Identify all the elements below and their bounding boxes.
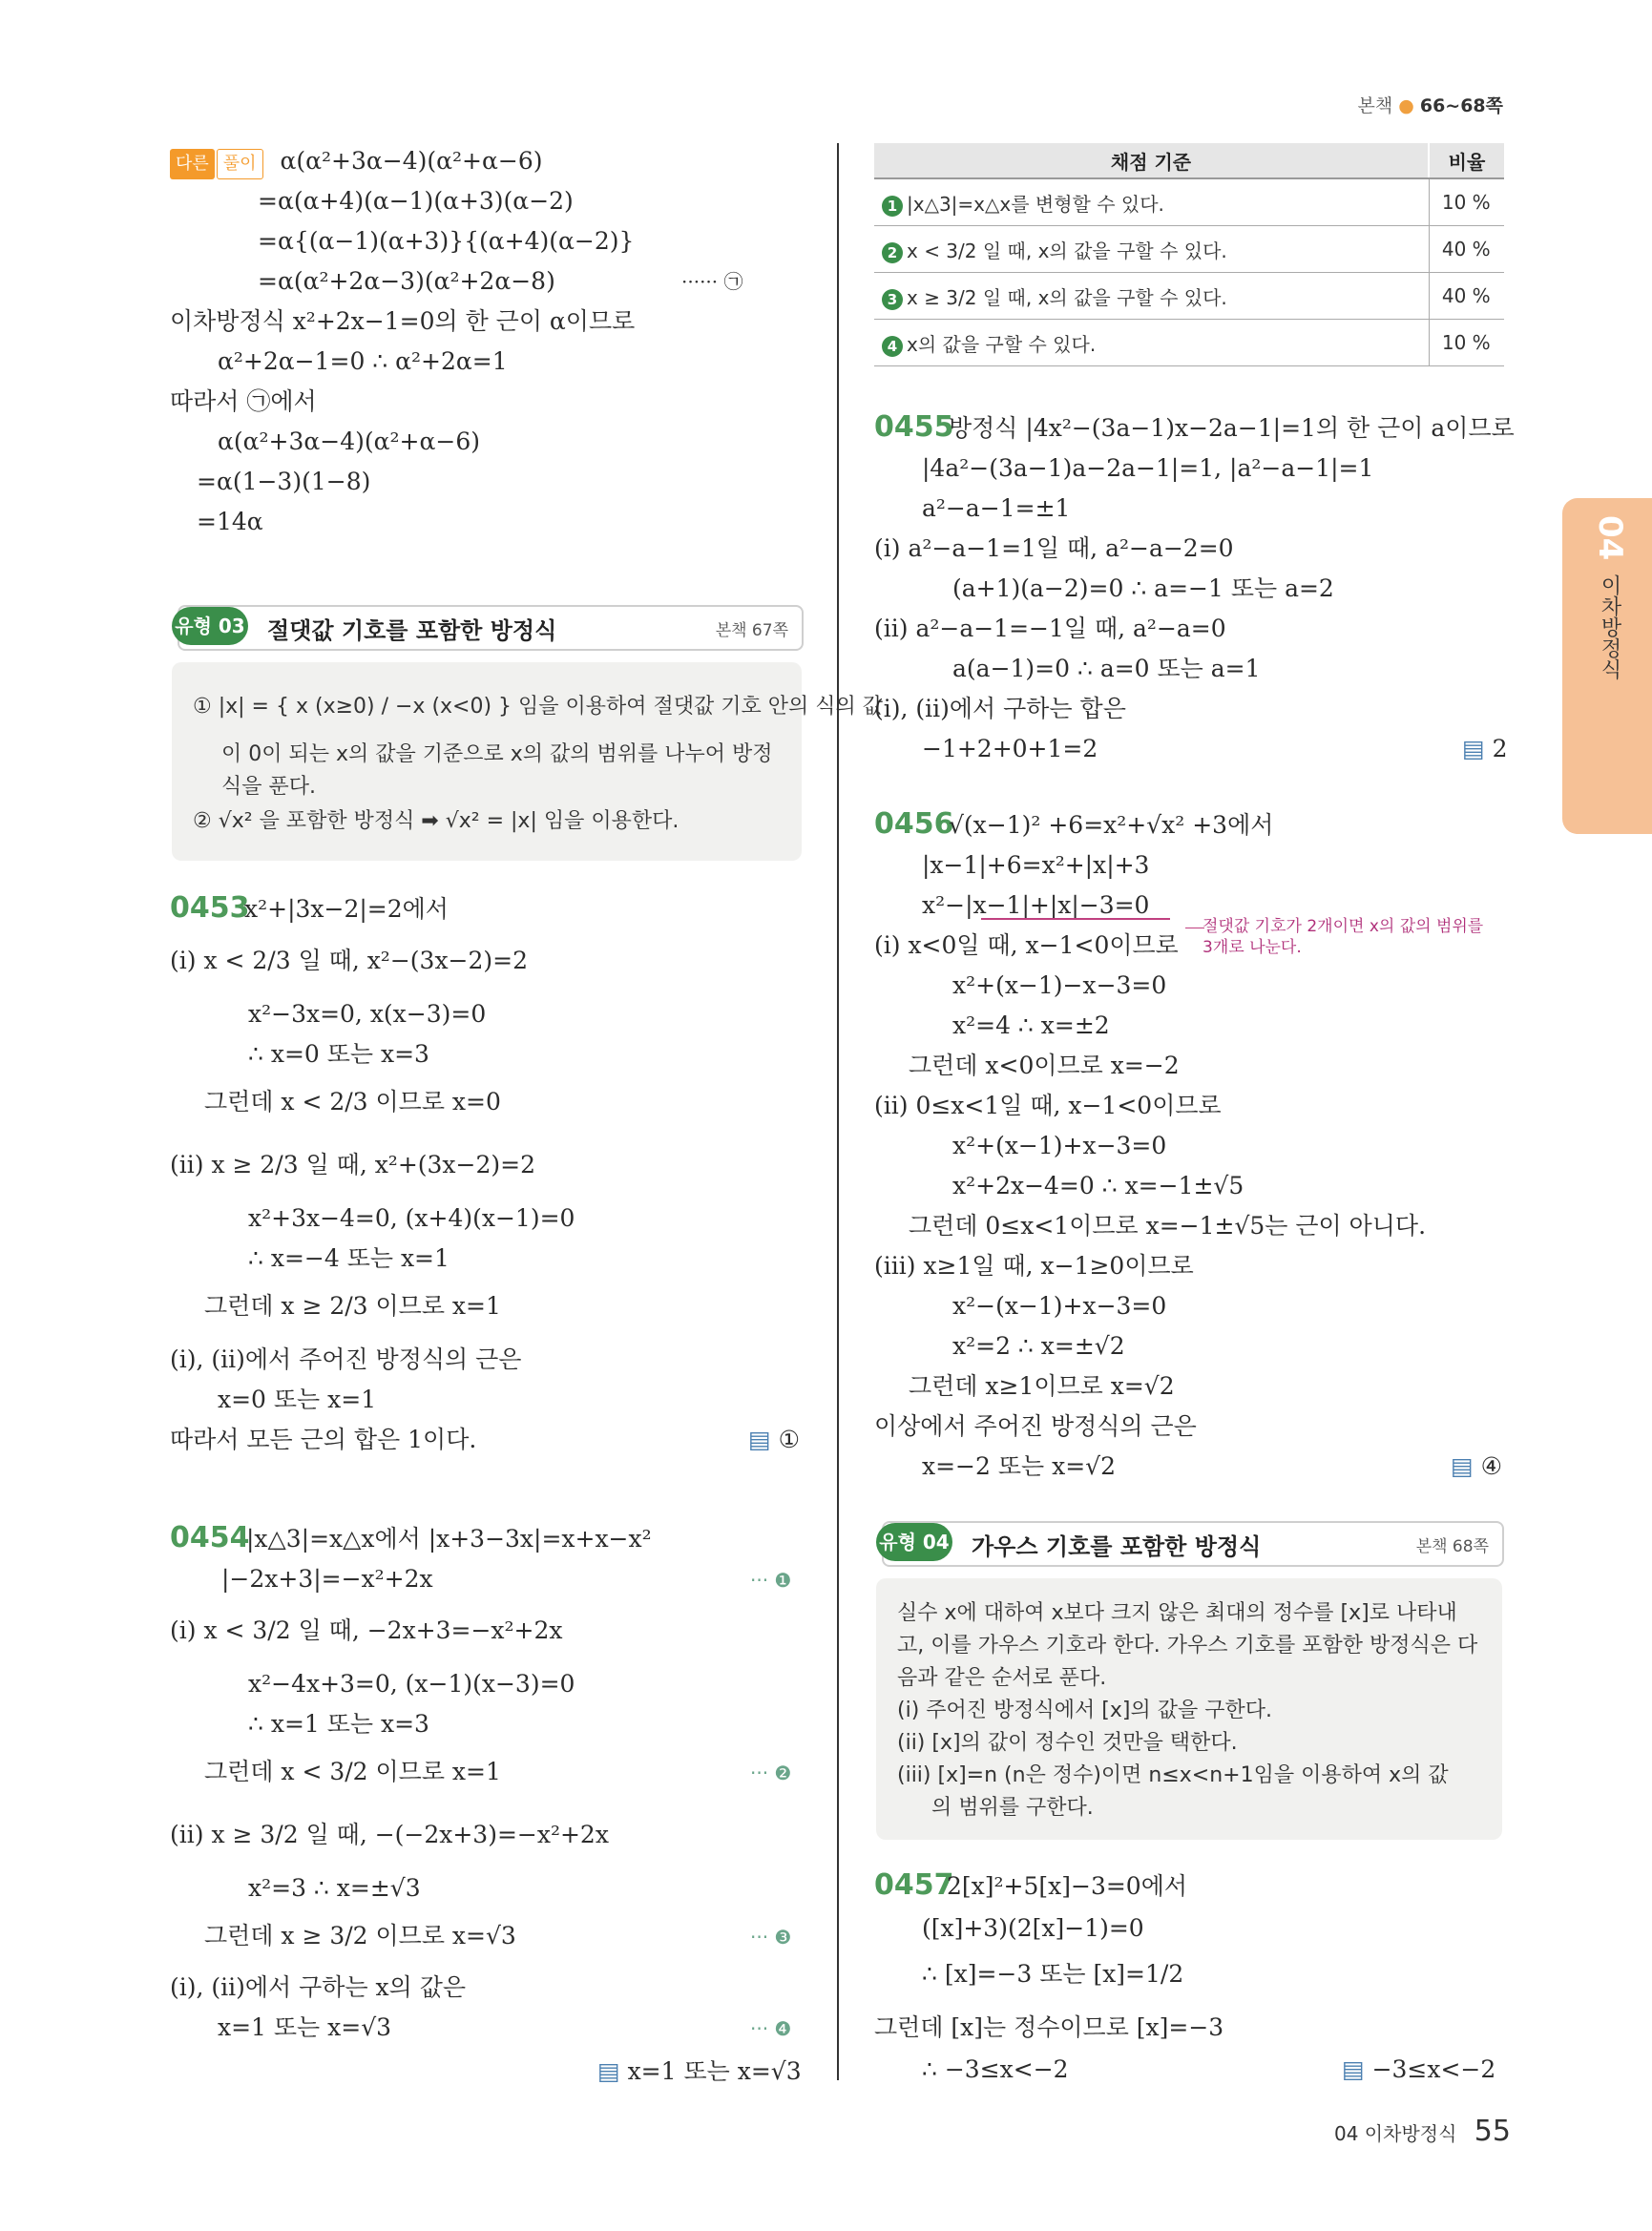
solution-line: (ii) 0≤x<1일 때, x−1<0이므로 xyxy=(874,1092,1222,1119)
solution-line: 2[x]²+5[x]−3=0에서 xyxy=(947,1872,1187,1900)
box04-line: (i) 주어진 방정식에서 [x]의 값을 구한다. xyxy=(897,1699,1272,1722)
solution-line: ∴ x=−4 또는 x=1 xyxy=(248,1244,450,1272)
chapter-title: 이차방정식 xyxy=(1598,574,1621,679)
solution-line: ∴ −3≤x<−2 xyxy=(922,2055,1069,2083)
type03-ref: 본책 67쪽 xyxy=(715,621,788,640)
step-mark-3: ··· ❸ xyxy=(750,1926,792,1949)
solution-line: x²+|3x−2|=2에서 xyxy=(244,895,449,923)
solution-line: |4a²−(3a−1)a−2a−1|=1, |a²−a−1|=1 xyxy=(922,454,1374,482)
box04-line: (iii) [x]=n (n은 정수)이면 n≤x<n+1임을 이용하여 x의 값 xyxy=(897,1763,1449,1787)
rubric-row: 4 x의 값을 구할 수 있다. 10 % xyxy=(874,320,1504,366)
page-footer xyxy=(1334,2115,1511,2148)
solution-line: (i) x<0일 때, x−1<0이므로 xyxy=(874,931,1179,959)
alt-line: 이차방정식 x²+2x−1=0의 한 근이 α이므로 xyxy=(170,307,636,335)
solution-line: x²−3x=0, x(x−3)=0 xyxy=(248,1000,487,1028)
solution-line: (a+1)(a−2)=0 ∴ a=−1 또는 a=2 xyxy=(952,574,1334,602)
rubric-row: 1 |x△3|=x△x를 변형할 수 있다. 10 % xyxy=(874,178,1504,226)
solution-line: 이상에서 주어진 방정식의 근은 xyxy=(874,1412,1197,1440)
solution-line: (i), (ii)에서 구하는 합은 xyxy=(874,695,1126,722)
solution-line: x²+(x−1)+x−3=0 xyxy=(952,1132,1167,1159)
solution-line: 그런데 x < 2/3 이므로 x=0 xyxy=(204,1088,501,1116)
solution-line: x²=3 ∴ x=±√3 xyxy=(248,1874,421,1902)
box03-line: 식을 푼다. xyxy=(221,775,316,799)
solution-line: (i), (ii)에서 구하는 x의 값은 xyxy=(170,1973,467,2001)
answer-mark-icon: ▤ xyxy=(1462,735,1485,762)
box04-line: 의 범위를 구한다. xyxy=(931,1796,1094,1820)
solution-line: 그런데 x<0이므로 x=−2 xyxy=(909,1052,1180,1079)
solution-line: x=1 또는 x=√3 xyxy=(218,2013,392,2041)
solution-line: x²−4x+3=0, (x−1)(x−3)=0 xyxy=(248,1670,575,1698)
answer-0457: ▤ −3≤x<−2 xyxy=(1342,2055,1496,2083)
chapter-number: 04 xyxy=(1591,515,1629,561)
solution-line: x²+(x−1)−x−3=0 xyxy=(952,971,1167,999)
answer-mark-icon: ▤ xyxy=(1451,1452,1474,1480)
type03-summary-box xyxy=(172,662,884,861)
solution-line: ([x]+3)(2[x]−1)=0 xyxy=(922,1914,1144,1942)
rubric-header-criteria: 채점 기준 xyxy=(874,143,1429,178)
answer-0453: ▤ ① xyxy=(748,1426,800,1453)
step-number-icon: 3 xyxy=(882,289,903,310)
solution-line: x²=2 ∴ x=±√2 xyxy=(952,1332,1125,1360)
solution-line: x²+3x−4=0, (x+4)(x−1)=0 xyxy=(248,1204,575,1232)
solution-line: ∴ x=0 또는 x=3 xyxy=(248,1040,429,1068)
solution-line: √(x−1)² +6=x²+√x² +3에서 xyxy=(949,811,1274,839)
alt-line: =α(α²+2α−3)(α²+2α−8) xyxy=(258,267,555,295)
solution-line: a²−a−1=±1 xyxy=(922,494,1071,522)
alt-solution-first-line: 다른 풀이 α(α²+3α−4)(α²+α−6) xyxy=(170,147,543,179)
solution-line: a(a−1)=0 ∴ a=0 또는 a=1 xyxy=(952,655,1261,682)
type03-pill: 유형 03 xyxy=(172,607,248,645)
solution-line: 그런데 x≥1이므로 x=√2 xyxy=(909,1372,1175,1400)
page-reference: 본책 ● 66~68쪽 xyxy=(1357,95,1503,116)
alt-tag: ······ ㉠ xyxy=(681,270,743,293)
problem-number-0455: 0455 xyxy=(874,410,954,444)
solution-line: 그런데 x ≥ 3/2 이므로 x=√3 xyxy=(204,1922,516,1950)
alt-line: =α{(α−1)(α+3)}{(α+4)(α−2)} xyxy=(258,227,635,255)
rubric-row: 2 x < 3/2 일 때, x의 값을 구할 수 있다. 40 % xyxy=(874,226,1504,273)
box04-line: 음과 같은 순서로 푼다. xyxy=(897,1666,1107,1690)
box03-line: ② √x² 을 포함한 방정식 ➡ √x² = |x| 임을 이용한다. xyxy=(193,809,680,833)
solution-line: x²−|x−1|+|x|−3=0 xyxy=(922,891,1150,919)
solution-line: (iii) x≥1일 때, x−1≥0이므로 xyxy=(874,1252,1194,1280)
solution-line: 그런데 x < 3/2 이므로 x=1 xyxy=(204,1758,501,1785)
box04-line: 실수 x에 대하여 x보다 크지 않은 최대의 정수를 [x]로 나타내 xyxy=(897,1601,1457,1625)
solution-line: (i) a²−a−1=1일 때, a²−a−2=0 xyxy=(874,534,1234,562)
box03-line: ① |x| = { x (x≥0) / −x (x<0) } 임을 이용하여 절댓값 기호 안의 식의 값 xyxy=(193,695,884,719)
column-divider xyxy=(837,143,839,2080)
solution-line: ∴ [x]=−3 또는 [x]=1/2 xyxy=(922,1960,1184,1988)
alt-line: α²+2α−1=0 ∴ α²+2α=1 xyxy=(218,347,508,375)
step-mark-1: ··· ❶ xyxy=(750,1569,792,1592)
margin-note: 절댓값 기호가 2개이면 x의 값의 범위를 3개로 나눈다. xyxy=(1202,917,1484,957)
problem-number-0456: 0456 xyxy=(874,807,954,841)
answer-0456: ▤ ④ xyxy=(1451,1452,1502,1480)
box04-line: 고, 이를 가우스 기호라 한다. 가우스 기호를 포함한 방정식은 다 xyxy=(897,1634,1478,1658)
underline-mark xyxy=(981,918,1170,920)
type04-pill: 유형 04 xyxy=(876,1523,952,1561)
solution-line: x²=4 ∴ x=±2 xyxy=(952,1011,1110,1039)
problem-number-0457: 0457 xyxy=(874,1868,954,1902)
type04-header xyxy=(879,1521,1504,1567)
alt-line: 따라서 ㉠에서 xyxy=(170,387,317,415)
solution-line: ∴ x=1 또는 x=3 xyxy=(248,1710,429,1738)
step-mark-4: ··· ❹ xyxy=(750,2017,792,2040)
step-number-icon: 4 xyxy=(882,336,903,357)
solution-line: 그런데 0≤x<1이므로 x=−1±√5는 근이 아니다. xyxy=(909,1212,1427,1240)
solution-line: (ii) x ≥ 2/3 일 때, x²+(3x−2)=2 xyxy=(170,1151,535,1178)
solution-line: |−2x+3|=−x²+2x xyxy=(221,1565,433,1593)
solution-line: 그런데 x ≥ 2/3 이므로 x=1 xyxy=(204,1292,501,1320)
grading-rubric-table xyxy=(874,143,1504,366)
answer-mark-icon: ▤ xyxy=(597,2057,620,2085)
rubric-header-rate: 비율 xyxy=(1429,143,1504,178)
type04-title: 가우스 기호를 포함한 방정식 xyxy=(972,1533,1262,1560)
answer-mark-icon: ▤ xyxy=(1342,2055,1365,2083)
alt-line: =α(α+4)(α−1)(α+3)(α−2) xyxy=(258,187,574,215)
alt-line: α(α²+3α−4)(α²+α−6) xyxy=(218,427,480,455)
problem-number-0453: 0453 xyxy=(170,891,250,925)
answer-0455: ▤ 2 xyxy=(1462,735,1508,762)
solution-line: (ii) a²−a−1=−1일 때, a²−a=0 xyxy=(874,615,1226,642)
type04-summary-box xyxy=(876,1578,1502,1840)
solution-line: |x−1|+6=x²+|x|+3 xyxy=(922,851,1150,879)
footer-chapter: 04 이차방정식 xyxy=(1334,2122,1457,2145)
answer-0454: ▤ x=1 또는 x=√3 xyxy=(597,2057,802,2085)
step-number-icon: 1 xyxy=(882,196,903,217)
solution-line: x=0 또는 x=1 xyxy=(218,1386,377,1413)
step-number-icon: 2 xyxy=(882,242,903,263)
box03-line: 이 0이 되는 x의 값을 기준으로 x의 값의 범위를 나누어 방정 xyxy=(221,742,773,766)
box04-line: (ii) [x]의 값이 정수인 것만을 택한다. xyxy=(897,1731,1238,1755)
type03-header xyxy=(175,605,804,651)
solution-line: 방정식 |4x²−(3a−1)x−2a−1|=1의 한 근이 a이므로 xyxy=(949,414,1515,442)
type04-ref: 본책 68쪽 xyxy=(1415,1537,1489,1556)
type03-title: 절댓값 기호를 포함한 방정식 xyxy=(267,617,557,644)
alt-badge2: 풀이 xyxy=(217,149,263,179)
alt-badge: 다른 xyxy=(170,149,215,179)
solution-line: x=−2 또는 x=√2 xyxy=(922,1452,1116,1480)
answer-mark-icon: ▤ xyxy=(748,1426,771,1453)
page-number: 55 xyxy=(1474,2115,1511,2148)
solution-line: x²+2x−4=0 ∴ x=−1±√5 xyxy=(952,1172,1244,1199)
solution-line: x²−(x−1)+x−3=0 xyxy=(952,1292,1167,1320)
chapter-side-tab xyxy=(1562,498,1652,834)
solution-line: 그런데 [x]는 정수이므로 [x]=−3 xyxy=(874,2013,1224,2041)
solution-line: |x△3|=x△x에서 |x+3−3x|=x+x−x² xyxy=(246,1525,652,1553)
alt-line: =α(1−3)(1−8) xyxy=(197,468,371,495)
alt-line: =14α xyxy=(197,508,263,535)
problem-number-0454: 0454 xyxy=(170,1521,250,1554)
solution-line: (i) x < 3/2 일 때, −2x+3=−x²+2x xyxy=(170,1616,563,1644)
step-mark-2: ··· ❷ xyxy=(750,1762,792,1784)
solution-line: (ii) x ≥ 3/2 일 때, −(−2x+3)=−x²+2x xyxy=(170,1821,609,1848)
solution-line: 따라서 모든 근의 합은 1이다. xyxy=(170,1426,477,1453)
rubric-row: 3 x ≥ 3/2 일 때, x의 값을 구할 수 있다. 40 % xyxy=(874,273,1504,320)
solution-line: −1+2+0+1=2 xyxy=(922,735,1098,762)
solution-line: (i) x < 2/3 일 때, x²−(3x−2)=2 xyxy=(170,947,528,974)
solution-line: (i), (ii)에서 주어진 방정식의 근은 xyxy=(170,1345,522,1373)
